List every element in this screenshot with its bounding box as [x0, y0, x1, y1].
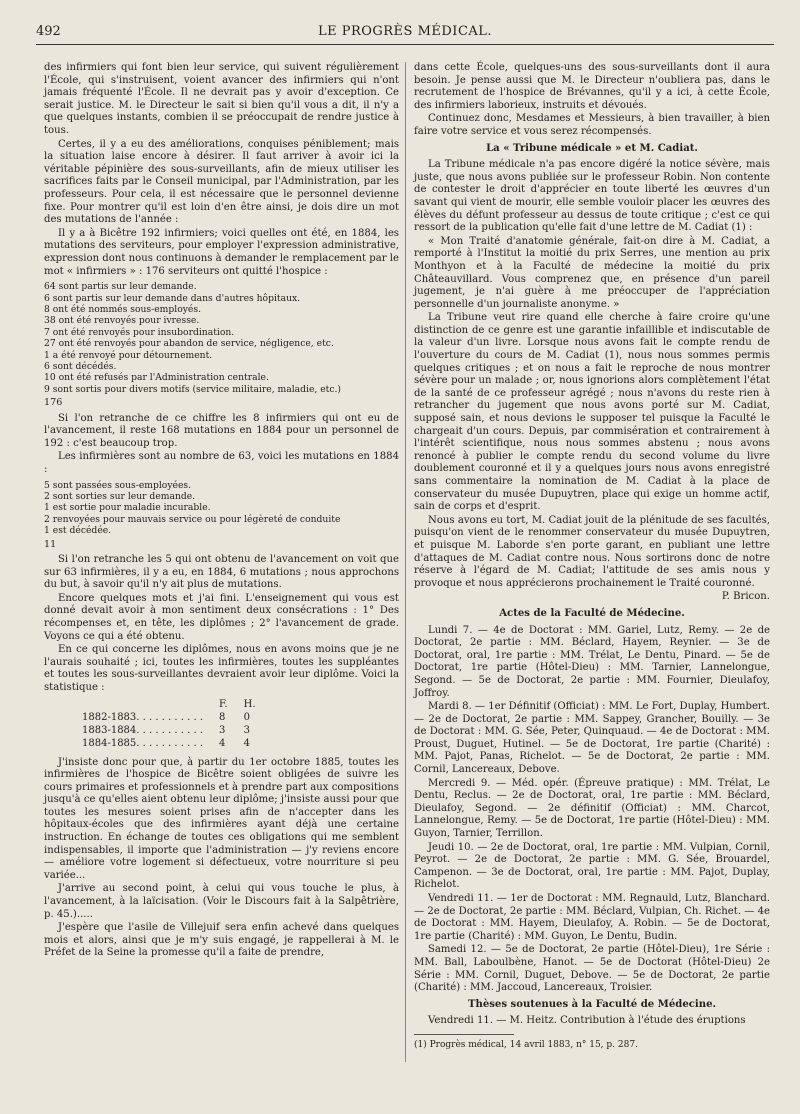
acts-entry: Mercredi 9. — Méd. opér. (Épreuve pratique) : MM. Trélat, Le Dentu, Reclus. — 2e de Doctorat, oral, 1re partie : MM. Béclard, Dieulafoy, Segond. — 2e définitif (Officiat) : MM. Charcot, Lannelongue, Remy. — 5e de Doctorat, 1re partie (Hôtel-Dieu) : MM. Guyon, Tarnier, Terrillon. — [414, 777, 770, 840]
column-divider — [405, 62, 406, 1062]
list-item: 9 sont sortis pour divers motifs (service militaire, maladie, etc.) — [44, 383, 342, 395]
page-number: 492 — [36, 24, 61, 39]
column-header: F. — [219, 698, 228, 710]
list-item: 27 ont été renvoyés pour abandon de service, négligence, etc. — [44, 338, 334, 350]
list-item: 10 ont été refusés par l'Administration centrale. — [44, 372, 269, 384]
row-label: 1883-1884. . . . . . . . . . . — [82, 724, 204, 736]
column-header: H. — [243, 698, 256, 710]
paragraph: des infirmiers qui font bien leur service, qui suivent régulièrement l'École, qui s'instruisent, voient avancer des infirmiers qui n'ont jamais fréquenté l'École. Il ne devrait pas y avoir d'exception. Ce serait justice. M. le Directeur le sait si bien qu'il vous a dit, il n'y a que quelques instants, combien il se préoccupait de rendre justice à tous. — [44, 62, 399, 136]
cell-f: 4 — [219, 737, 226, 749]
paragraph: En ce qui concerne les diplômes, nous en avons moins que je ne l'aurais souhaité ; ici, toutes les infirmières, toutes les suppléantes et toutes les sous-surveillantes devraient avoir leur diplôme. Voici la statistique : — [44, 644, 399, 693]
paragraph: dans cette École, quelques-uns des sous-surveillants dont il aura besoin. Je pense aussi que M. le Directeur n'oubliera pas, dans le recrutement de l'hospice de Brévannes, qu'il y a ici, à cette École, des infirmiers laborieux, instruits et dévoués. — [414, 62, 770, 111]
acts-entry: Lundi 7. — 4e de Doctorat : MM. Gariel, Lutz, Remy. — 2e de Doctorat, 2e partie : MM. Béclard, Hayem, Reynier. — 3e de Doctorat, oral, 1re partie : MM. Trélat, Le Dentu, Pinard. — 5e de Doctorat, 1re partie (Hôtel-Dieu) : MM. Tarnier, Lannelongue, Segond. — 5e de Doctorat, 2e partie : MM. Fournier, Dieulafoy, Joffroy. — [414, 624, 770, 699]
acts-entry: Mardi 8. — 1er Définitif (Officiat) : MM. Le Fort, Duplay, Humbert. — 2e de Doctorat, 2e partie : MM. Sappey, Grancher, Bouilly. — 3e de Doctorat : MM. G. Sée, Peter, Quinquaud. — 4e de Doctorat : MM. Proust, Duguet, Hutinel. — 5e de Doctorat, 1re partie (Charité) : MM. Pajot, Panas, Richelot. — 5e de Doctorat, 2e partie : MM. Cornil, Lancereaux, Debove. — [414, 701, 771, 776]
table-row — [74, 725, 264, 738]
mutations-list-men — [44, 281, 399, 408]
cell-h: 4 — [243, 737, 250, 749]
running-title: LE PROGRÈS MÉDICAL. — [317, 24, 493, 39]
list-total: 11 — [44, 538, 57, 550]
list-item: 38 ont été renvoyés pour ivresse. — [44, 315, 200, 327]
paragraph: Les infirmières sont au nombre de 63, voici les mutations en 1884 : — [44, 451, 399, 475]
cell-f: 3 — [219, 724, 226, 736]
list-item: 8 ont été nommés sous-employés. — [44, 303, 202, 315]
cell-h: 0 — [243, 711, 250, 723]
diploma-statistics-table — [74, 699, 264, 751]
footnote-divider — [414, 1034, 514, 1035]
list-total: 176 — [44, 397, 63, 409]
list-item: 64 sont partis sur leur demande. — [44, 281, 197, 293]
paragraph: Nous avons eu tort, M. Cadiat jouit de la plénitude de ses facultés, puisqu'on vient de le renommer conservateur du musée Dupuytren, et puisque M. Laborde s'en porte garant, en publiant une lettre d'attaques de M. Cadiat contre nous. Nous sortirons donc de notre réserve à l'égard de M. Cadiat; l'attitude de ses amis nous y provoque et nous apprécierons prochainement le Traité couronné. — [414, 514, 770, 589]
author-signature: P. Bricon. — [721, 591, 770, 603]
mutations-list-women — [44, 480, 399, 550]
cell-f: 8 — [219, 711, 226, 723]
theses-entry: Vendredi 11. — M. Heitz. Contribution à l'étude des éruptions — [428, 1015, 746, 1027]
cell-h: 3 — [243, 724, 250, 736]
paragraph: J'espère que l'asile de Villejuif sera enfin achevé dans quelques mois et alors, ainsi que je m'y suis engagé, je rappellerai à M. le Préfet de la Seine la promesse qu'il a faite de prendre, — [44, 922, 399, 959]
paragraph: La Tribune veut rire quand elle cherche à faire croire qu'une distinction de ce genre est une garantie infaillible et indiscutable de la valeur d'un livre. Lorsque nous avons fait le compte rendu de l'ouverture du cours de M. Cadiat (1), nous nous sommes permis quelques critiques ; et on nous a fait le reproche de nous montrer sévère pour un malade ; or, nous ignorions alors complètement l'état de la santé de ce professeur agrégé ; nous n'avons du reste rien à retrancher du jugement que nous avons porté sur M. Cadiat, supposé sain, et nous devions le supposer tel puisque la Faculté le chargeait d'un cours. Depuis, par commisération et contrairement à l'intérêt scientifique, nous nous sommes abstenu ; nous avons renoncé à publier le compte rendu du second volume du livre doublement couronné et il y a quelques jours nous avons enregistré sans commentaire la nomination de M. Cadiat à la place de conservateur du musée Dupuytren, place qui exige un homme actif, sain de corps et d'esprit. — [414, 312, 770, 513]
list-item: 6 sont décédés. — [44, 360, 117, 372]
section-title: La « Tribune médicale » et M. Cadiat. — [486, 142, 698, 154]
list-item: 1 est sortie pour maladie incurable. — [44, 502, 211, 514]
list-item: 2 renvoyées pour mauvais service ou pour légèreté de conduite — [44, 513, 341, 525]
paragraph: Continuez donc, Mesdames et Messieurs, à bien travailler, à bien faire votre service et vous serez récompensés. — [414, 113, 770, 137]
table-header-row — [74, 699, 264, 712]
page-header — [36, 22, 774, 45]
acts-entry: Samedi 12. — 5e de Doctorat, 2e partie (Hôtel-Dieu), 1re Série : MM. Ball, Laboulbène, Hanot. — 5e de Doctorat (Hôtel-Dieu) 2e Série : MM. Cornil, Duguet, Debove. — 5e de Doctorat, 2e partie (Charité) : MM. Jaccoud, Lancereaux, Troisier. — [414, 944, 770, 994]
paragraph: Si l'on retranche de ce chiffre les 8 infirmiers qui ont eu de l'avancement, il reste 168 mutations en 1884 pour un personnel de 192 : c'est beaucoup trop. — [44, 412, 399, 449]
section-title: Actes de la Faculté de Médecine. — [499, 607, 685, 619]
row-label: 1882-1883. . . . . . . . . . . — [82, 711, 204, 723]
acts-entry: Vendredi 11. — 1er de Doctorat : MM. Regnauld, Lutz, Blanchard. — 2e de Doctorat, 2e partie : MM. Béclard, Vulpian, Ch. Richet. — 4e de Doctorat : MM. Hayem, Dieulafoy, A. Robin. — 5e de Doctorat, 1re partie (Charité) : MM. Guyon, Le Dentu, Budin. — [414, 893, 770, 942]
list-item: 5 sont passées sous-employées. — [44, 479, 192, 491]
paragraph: J'arrive au second point, à celui qui vous touche le plus, à l'avancement, à la laïcisation. (Voir le Discours fait à la Salpêtrière, p. 45.)..... — [44, 883, 399, 920]
footnote: (1) Progrès médical, 14 avril 1883, n° 15, p. 287. — [414, 1039, 638, 1050]
row-label: 1884-1885. . . . . . . . . . . — [82, 737, 204, 749]
paragraph: J'insiste donc pour que, à partir du 1er octobre 1885, toutes les infirmières de l'hospice de Bicêtre soient obligées de suivre les cours primaires et professionnels et à prendre part aux compositions jusqu'à ce qu'elles aient obtenu leur diplôme; j'insiste aussi pour que toutes les mesures soient prises afin de n'accepter dans les hôpitaux-écoles que des infirmières ayant déjà une certaine instruction. En échange de toutes ces obligations qui me semblent indispensables, il importe que l'administration — j'y reviens encore — améliore votre logement si défectueux, votre nourriture si peu variée... — [44, 756, 399, 881]
list-item: 1 a été renvoyé pour détournement. — [44, 349, 213, 361]
paragraph: « Mon Traité d'anatomie générale, fait-on dire à M. Cadiat, a remporté à l'Institut la moitié du prix Serres, une mention au prix Monthyon et à la Faculté de médecine la moitié du prix Châteauvillard. Vous comprenez que, en présence d'un pareil jugement, je n'ai guère à me préoccuper de l'appréciation personnelle d'un journaliste anonyme. » — [414, 235, 770, 310]
right-column — [414, 62, 770, 1052]
list-item: 6 sont partis sur leur demande dans d'autres hôpitaux. — [44, 292, 301, 304]
paragraph: Si l'on retranche les 5 qui ont obtenu de l'avancement on voit que sur 63 infirmières, il y a eu, en 1884, 6 mutations ; nous approchons du but, à savoir qu'il n'y ait plus de mutations. — [44, 553, 399, 591]
list-item: 1 est décédée. — [44, 525, 112, 537]
list-item: 7 ont été renvoyés pour insubordination. — [44, 326, 235, 338]
left-column — [44, 62, 399, 961]
paragraph: Encore quelques mots et j'ai fini. L'enseignement qui vous est donné devait avoir à mon sentiment deux consécrations : 1° Des récompenses et, en tête, les diplômes ; 2° l'avancement de grade. Voyons ce qui a été obtenu. — [44, 592, 399, 642]
paragraph: Certes, il y a eu des améliorations, conquises péniblement; mais la situation laise encore à désirer. Il faut arriver à avoir ici la véritable pépinière des sous-surveillants, afin de mieux utiliser les sacrifices faits par le Conseil municipal, par l'Administration, par les professeurs. Pour cela, il est nécessaire que le personnel devienne fixe. Pour montrer qu'il est loin d'en être ainsi, je dois dire un mot des mutations de l'année : — [44, 138, 399, 226]
paragraph: La Tribune médicale n'a pas encore digéré la notice sévère, mais juste, que nous avons publiée sur le professeur Robin. Non contente de contester le droit d'apprécier en toute liberté les œuvres d'un savant qui vient de mourir, elle semble vouloir placer les œuvres des élèves du défunt professeur au dessus de toute critique ; c'est ce qui ressort de la publication qu'elle fait d'une lettre de M. Cadiat (1) : — [414, 159, 770, 234]
paragraph: Il y a à Bicêtre 192 infirmiers; voici quelles ont été, en 1884, les mutations des serviteurs, pour employer l'expression administrative, expression dont nous continuons à demander le remplacement par le mot « infirmiers » : 176 serviteurs ont quitté l'hospice : — [44, 227, 399, 277]
table-row — [74, 738, 264, 751]
list-item: 2 sont sorties sur leur demande. — [44, 490, 196, 502]
table-row — [74, 712, 264, 725]
acts-entry: Jeudi 10. — 2e de Doctorat, oral, 1re partie : MM. Vulpian, Cornil, Peyrot. — 2e de Doctorat, 2e partie : MM. G. Sée, Brouardel, Campenon. — 3e de Doctorat, oral, 1re partie : MM. Pajot, Duplay, Richelot. — [414, 841, 770, 891]
section-title: Thèses soutenues à la Faculté de Médecine. — [467, 998, 717, 1010]
